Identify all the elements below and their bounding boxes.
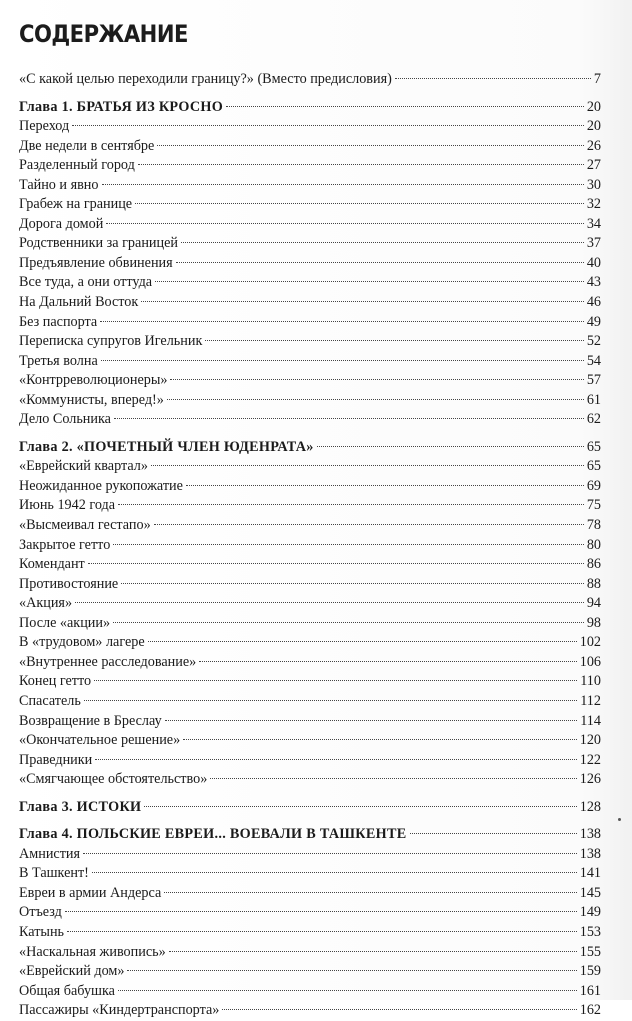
dot-leader <box>410 833 577 834</box>
entry-title: Разделенный город <box>19 157 135 174</box>
page-number: 75 <box>586 497 601 514</box>
dot-leader <box>138 164 584 165</box>
print-speck <box>618 818 621 821</box>
entry-title: Все туда, а они оттуда <box>19 274 153 291</box>
toc-entry <box>19 903 601 923</box>
page-number: 120 <box>579 732 601 749</box>
entry-title: Грабеж на границе <box>19 196 133 213</box>
page-number: 32 <box>586 196 601 213</box>
dot-leader <box>176 262 584 263</box>
entry-title: «С какой целью переходили границу?» (Вместо предисловия) <box>19 71 392 87</box>
toc-entry <box>19 352 601 372</box>
entry-title: Противостояние <box>19 575 119 592</box>
entry-title: Праведники <box>19 751 93 768</box>
dot-leader <box>92 872 577 873</box>
dot-leader <box>95 759 576 760</box>
entry-title: Спасатель <box>19 692 81 709</box>
page-number: 159 <box>579 963 601 980</box>
dot-leader <box>169 951 577 952</box>
toc-entry <box>19 273 601 293</box>
page-number: 40 <box>586 254 601 271</box>
page-number: 61 <box>586 391 601 408</box>
dot-leader <box>164 892 576 893</box>
page-number: 57 <box>586 372 601 389</box>
toc-entry <box>19 633 601 653</box>
toc-entry <box>19 176 601 196</box>
toc-entry <box>19 884 601 904</box>
page-number: 26 <box>586 137 601 154</box>
toc-entry <box>19 391 601 411</box>
dot-leader <box>102 184 584 185</box>
toc-entry <box>19 536 601 556</box>
toc-section <box>19 98 601 430</box>
dot-leader <box>100 321 584 322</box>
page-number: 138 <box>579 826 601 843</box>
toc-entry <box>19 555 601 575</box>
toc-entry <box>19 332 601 352</box>
toc-section <box>19 798 601 818</box>
entry-title: Пассажиры «Киндертранспорта» <box>19 1002 220 1019</box>
entry-title: Общая бабушка <box>19 982 115 999</box>
page-number: 43 <box>586 274 601 291</box>
toc-entry <box>19 117 601 137</box>
page-number: 110 <box>580 673 601 690</box>
page-number: 69 <box>586 477 601 494</box>
toc-entry <box>19 156 601 176</box>
page-number: 162 <box>579 1002 601 1019</box>
dot-leader <box>141 301 584 302</box>
page-number: 149 <box>579 904 601 921</box>
toc-entry <box>19 943 601 963</box>
toc-entry <box>19 770 601 790</box>
entry-title: Конец гетто <box>19 673 92 690</box>
page-number: 30 <box>586 176 601 193</box>
toc-entry <box>19 653 601 673</box>
toc-chapter-entry <box>19 438 601 458</box>
dot-leader <box>167 399 584 400</box>
page-number: 65 <box>586 438 601 455</box>
page-number: 126 <box>579 771 601 788</box>
dot-leader <box>83 853 577 854</box>
entry-title: В «трудовом» лагере <box>19 634 145 651</box>
dot-leader <box>186 485 584 486</box>
dot-leader <box>157 145 583 146</box>
page-number: 88 <box>586 575 601 592</box>
toc-entry <box>19 1001 601 1021</box>
toc-entry <box>19 457 601 477</box>
page-number: 7 <box>593 71 601 87</box>
entry-title: «Еврейский квартал» <box>19 458 148 475</box>
entry-title: После «акции» <box>19 614 111 631</box>
dot-leader <box>72 125 584 126</box>
dot-leader <box>151 465 584 466</box>
dot-leader <box>135 203 584 204</box>
page-number: 46 <box>586 294 601 311</box>
dot-leader <box>154 524 584 525</box>
entry-title: Комендант <box>19 556 85 573</box>
toc-entry <box>19 864 601 884</box>
entry-title: Родственники за границей <box>19 235 178 252</box>
page-number: 106 <box>579 653 601 670</box>
dot-leader <box>113 622 584 623</box>
entry-title: Закрытое гетто <box>19 536 111 553</box>
page-number: 94 <box>586 595 601 612</box>
toc-entry <box>19 845 601 865</box>
entry-title: Тайно и явно <box>19 176 99 193</box>
toc-entry <box>19 195 601 215</box>
entry-title: «Высмеивал гестапо» <box>19 517 151 534</box>
toc-entry <box>19 410 601 430</box>
page-number: 86 <box>586 556 601 573</box>
toc-entry <box>19 70 601 90</box>
toc-entry <box>19 923 601 943</box>
dot-leader <box>67 931 577 932</box>
page-number: 37 <box>586 235 601 252</box>
dot-leader <box>121 583 584 584</box>
page-number: 98 <box>586 614 601 631</box>
toc-entry <box>19 672 601 692</box>
entry-title: «Коммунисты, вперед!» <box>19 391 164 408</box>
entry-title: Дело Сольника <box>19 411 111 428</box>
entry-title: В Ташкент! <box>19 865 89 882</box>
dot-leader <box>317 446 584 447</box>
dot-leader <box>118 990 577 991</box>
dot-leader <box>226 106 584 107</box>
page-number: 49 <box>586 313 601 330</box>
entry-title: «Наскальная живопись» <box>19 943 166 960</box>
entry-title: «Окончательное решение» <box>19 732 181 749</box>
page-number: 112 <box>580 692 601 709</box>
entry-title: Предъявление обвинения <box>19 254 173 271</box>
chapter-title: Глава 1. БРАТЬЯ ИЗ КРОСНО <box>19 98 224 115</box>
toc-entry <box>19 496 601 516</box>
dot-leader <box>94 680 577 681</box>
dot-leader <box>101 360 584 361</box>
dot-leader <box>88 563 584 564</box>
entry-title: Возвращение в Бреслау <box>19 712 162 729</box>
entry-title: «Смягчающее обстоятельство» <box>19 771 208 788</box>
toc-chapter-entry <box>19 825 601 845</box>
dot-leader <box>75 602 584 603</box>
page-number: 145 <box>579 884 601 901</box>
entry-title: Дорога домой <box>19 215 104 232</box>
table-of-contents <box>19 70 601 1021</box>
entry-title: Катынь <box>19 923 65 940</box>
toc-entry <box>19 614 601 634</box>
page-number: 80 <box>586 536 601 553</box>
dot-leader <box>84 700 577 701</box>
entry-title: Переписка супругов Игельник <box>19 333 203 350</box>
page-number: 54 <box>586 352 601 369</box>
toc-entry <box>19 982 601 1002</box>
page-number: 138 <box>579 845 601 862</box>
page-number: 161 <box>579 982 601 999</box>
entry-title: Без паспорта <box>19 313 98 330</box>
page-number: 78 <box>586 517 601 534</box>
page-number: 128 <box>579 798 601 815</box>
toc-entry <box>19 516 601 536</box>
entry-title: Неожиданное рукопожатие <box>19 477 183 494</box>
entry-title: «Контрреволюционеры» <box>19 372 168 389</box>
page-number: 62 <box>586 411 601 428</box>
entry-title: На Дальний Восток <box>19 294 139 311</box>
toc-entry <box>19 254 601 274</box>
toc-section <box>19 438 601 790</box>
entry-title: «Еврейский дом» <box>19 963 125 980</box>
dot-leader <box>148 641 577 642</box>
page-number: 20 <box>586 118 601 135</box>
page-number: 20 <box>586 98 601 115</box>
entry-title: Июнь 1942 года <box>19 497 116 514</box>
chapter-title: Глава 4. ПОЛЬСКИЕ ЕВРЕИ... ВОЕВАЛИ В ТАШКЕНТЕ <box>19 826 407 843</box>
toc-entry <box>19 731 601 751</box>
page-number: 27 <box>586 157 601 174</box>
chapter-title: Глава 2. «ПОЧЕТНЫЙ ЧЛЕН ЮДЕНРАТА» <box>19 438 314 455</box>
toc-entry <box>19 313 601 333</box>
entry-title: Две недели в сентябре <box>19 137 155 154</box>
dot-leader <box>181 242 584 243</box>
dot-leader <box>199 661 577 662</box>
toc-entry <box>19 575 601 595</box>
dot-leader <box>118 504 584 505</box>
chapter-title: Глава 3. ИСТОКИ <box>19 798 142 815</box>
toc-entry <box>19 712 601 732</box>
dot-leader <box>155 281 584 282</box>
page-number: 102 <box>579 634 601 651</box>
entry-title: Переход <box>19 118 70 135</box>
dot-leader <box>165 720 578 721</box>
page-title: СОДЕРЖАНИЕ <box>19 20 188 48</box>
toc-chapter-entry <box>19 98 601 118</box>
toc-entry <box>19 692 601 712</box>
dot-leader <box>65 911 577 912</box>
toc-entry <box>19 594 601 614</box>
toc-entry <box>19 137 601 157</box>
dot-leader <box>170 379 583 380</box>
toc-entry <box>19 477 601 497</box>
page-number: 34 <box>586 215 601 232</box>
entry-title: «Внутреннее расследование» <box>19 653 197 670</box>
toc-entry <box>19 371 601 391</box>
dot-leader <box>106 223 583 224</box>
dot-leader <box>395 78 591 79</box>
page-number: 141 <box>579 865 601 882</box>
page-number: 153 <box>579 923 601 940</box>
dot-leader <box>114 418 584 419</box>
toc-entry <box>19 234 601 254</box>
page-number: 155 <box>579 943 601 960</box>
toc-entry <box>19 215 601 235</box>
entry-title: Третья волна <box>19 352 98 369</box>
toc-entry <box>19 962 601 982</box>
dot-leader <box>113 544 584 545</box>
entry-title: «Акция» <box>19 595 73 612</box>
toc-chapter-entry <box>19 798 601 818</box>
toc-entry <box>19 293 601 313</box>
page-number: 122 <box>579 751 601 768</box>
dot-leader <box>183 739 577 740</box>
page-number: 52 <box>586 333 601 350</box>
toc-section <box>19 70 601 90</box>
dot-leader <box>210 778 576 779</box>
dot-leader <box>127 970 576 971</box>
toc-entry <box>19 751 601 771</box>
dot-leader <box>205 340 583 341</box>
page-number: 65 <box>586 458 601 475</box>
dot-leader <box>222 1009 576 1010</box>
toc-section <box>19 825 601 1020</box>
entry-title: Амнистия <box>19 845 81 862</box>
entry-title: Евреи в армии Андерса <box>19 884 162 901</box>
dot-leader <box>144 806 576 807</box>
page-number: 114 <box>580 712 601 729</box>
entry-title: Отъезд <box>19 904 62 921</box>
